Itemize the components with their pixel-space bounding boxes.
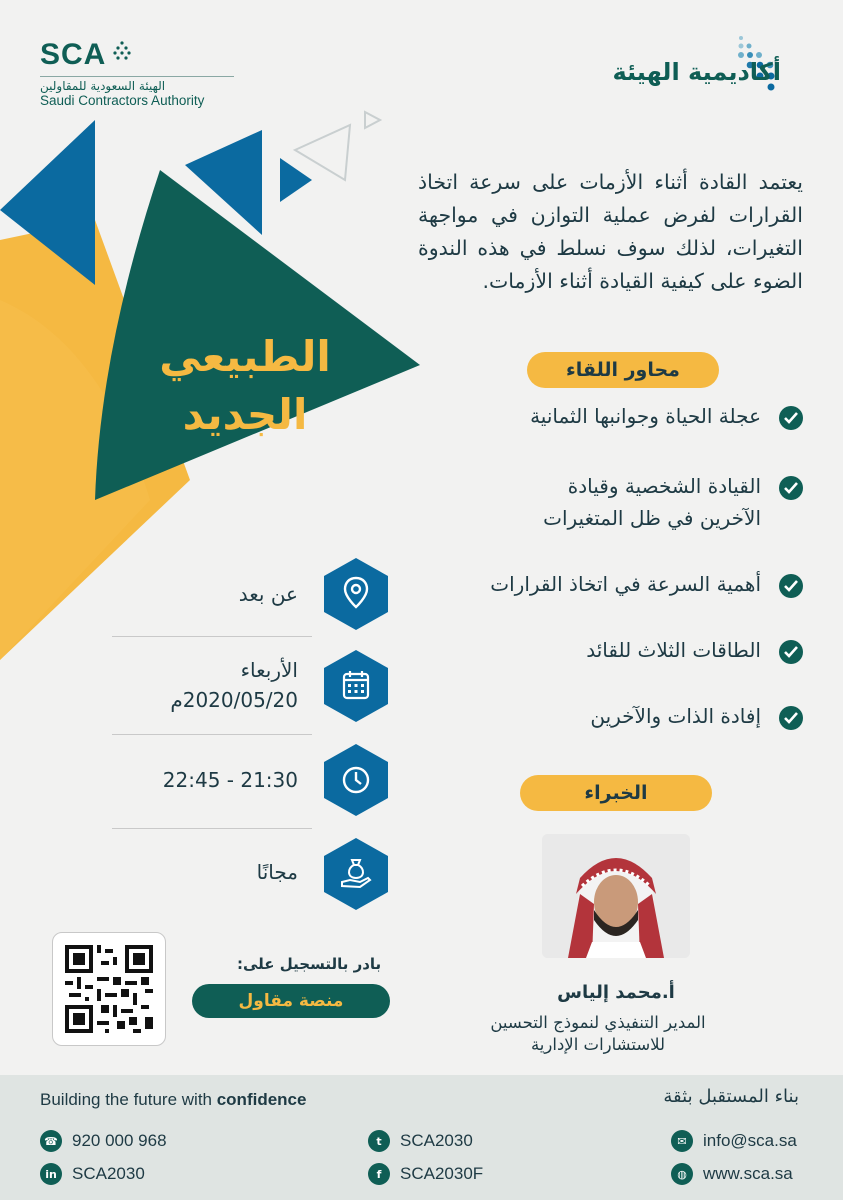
check-icon xyxy=(779,706,803,730)
topic-text: الطاقات الثلاث للقائد xyxy=(586,638,761,662)
clock-icon xyxy=(340,762,372,796)
calendar-icon xyxy=(340,668,372,702)
expert-name: أ.محمد إلياس xyxy=(557,982,675,1003)
expert-role: المدير التنفيذي لنموذج التحسين للاستشارات الإدارية xyxy=(490,1013,706,1054)
topic-item xyxy=(403,700,803,760)
expert-photo xyxy=(542,834,690,958)
sca-logo-mark: SCA xyxy=(40,38,107,71)
topic-item xyxy=(403,634,803,700)
price-text: مجانًا xyxy=(256,860,298,884)
linkedin-contact[interactable] xyxy=(40,1163,145,1185)
phone-text: 920 000 968 xyxy=(72,1131,167,1150)
price-row xyxy=(112,838,388,920)
topic-text: عجلة الحياة وجوانبها الثمانية xyxy=(530,404,761,428)
title-line-2: الجديد xyxy=(182,390,308,439)
check-icon xyxy=(779,406,803,430)
email-text: info@sca.sa xyxy=(703,1131,797,1150)
linkedin-text: SCA2030 xyxy=(72,1164,145,1183)
date-day: الأربعاء xyxy=(240,658,298,682)
globe-icon: ◍ xyxy=(671,1163,693,1185)
register-label: بادر بالتسجيل على: xyxy=(237,955,382,973)
topic-item xyxy=(403,568,803,634)
sca-logo xyxy=(40,38,240,108)
date-value: 2020/05/20م xyxy=(170,688,298,712)
time-hex xyxy=(324,744,388,816)
topic-text: أهمية السرعة في اتخاذ القرارات xyxy=(490,572,761,596)
date-hex xyxy=(324,650,388,722)
info-divider xyxy=(112,636,312,637)
website-contact[interactable] xyxy=(671,1163,793,1185)
tagline-arabic: بناء المستقبل بثقة xyxy=(663,1086,799,1107)
location-pin-icon xyxy=(340,576,372,610)
intro-paragraph: يعتمد القادة أثناء الأزمات على سرعة اتخاذ القرارات لفرض عملية التوازن في مواجهة التغيرات، لذلك سوف نسلط في هذه الندوة الضوء على كيفية القيادة أثناء الأزمات. xyxy=(418,170,803,293)
money-bag-hand-icon xyxy=(340,856,372,890)
sca-logo-divider xyxy=(40,76,234,77)
twitter-icon: t xyxy=(368,1130,390,1152)
check-icon xyxy=(779,640,803,664)
tagline-bold: confidence xyxy=(216,1090,307,1109)
location-text: عن بعد xyxy=(238,582,298,606)
check-icon xyxy=(779,574,803,598)
sca-dots-icon xyxy=(113,40,131,62)
date-row xyxy=(112,650,388,732)
sca-logo-arabic: الهيئة السعودية للمقاولين xyxy=(40,79,166,93)
academy-title: أكاديمية الهيئة xyxy=(612,58,781,86)
topics-list xyxy=(403,400,803,760)
email-contact[interactable] xyxy=(671,1130,797,1152)
tagline-prefix: Building the future with xyxy=(40,1090,217,1109)
facebook-text: SCA2030F xyxy=(400,1164,484,1183)
twitter-text: SCA2030 xyxy=(400,1131,473,1150)
facebook-icon: f xyxy=(368,1163,390,1185)
twitter-contact[interactable] xyxy=(368,1130,473,1152)
tagline-english xyxy=(40,1090,306,1110)
platform-link[interactable]: منصة مقاول xyxy=(192,984,390,1018)
phone-icon: ☎ xyxy=(40,1130,62,1152)
event-title xyxy=(150,328,340,444)
location-row xyxy=(112,558,388,640)
topic-item xyxy=(403,400,803,462)
time-row xyxy=(112,744,388,826)
website-text: www.sca.sa xyxy=(703,1164,793,1183)
linkedin-icon: in xyxy=(40,1163,62,1185)
sca-logo-english: Saudi Contractors Authority xyxy=(40,93,205,108)
phone-contact[interactable] xyxy=(40,1130,167,1152)
qr-code[interactable] xyxy=(52,932,166,1046)
topic-text: إفادة الذات والآخرين xyxy=(590,704,761,728)
topic-text: القيادة الشخصية وقيادة الآخرين في ظل المتغيرات xyxy=(543,474,761,530)
check-icon xyxy=(779,476,803,500)
location-hex xyxy=(324,558,388,630)
facebook-contact[interactable] xyxy=(368,1163,483,1185)
email-icon: ✉ xyxy=(671,1130,693,1152)
info-divider xyxy=(112,734,312,735)
experts-heading: الخبراء xyxy=(520,775,712,811)
topics-heading: محاور اللقاء xyxy=(527,352,719,388)
price-hex xyxy=(324,838,388,910)
title-line-1: الطبيعي xyxy=(159,332,331,381)
time-text: 21:30 - 22:45 xyxy=(162,768,298,792)
info-divider xyxy=(112,828,312,829)
topic-item xyxy=(403,462,803,568)
